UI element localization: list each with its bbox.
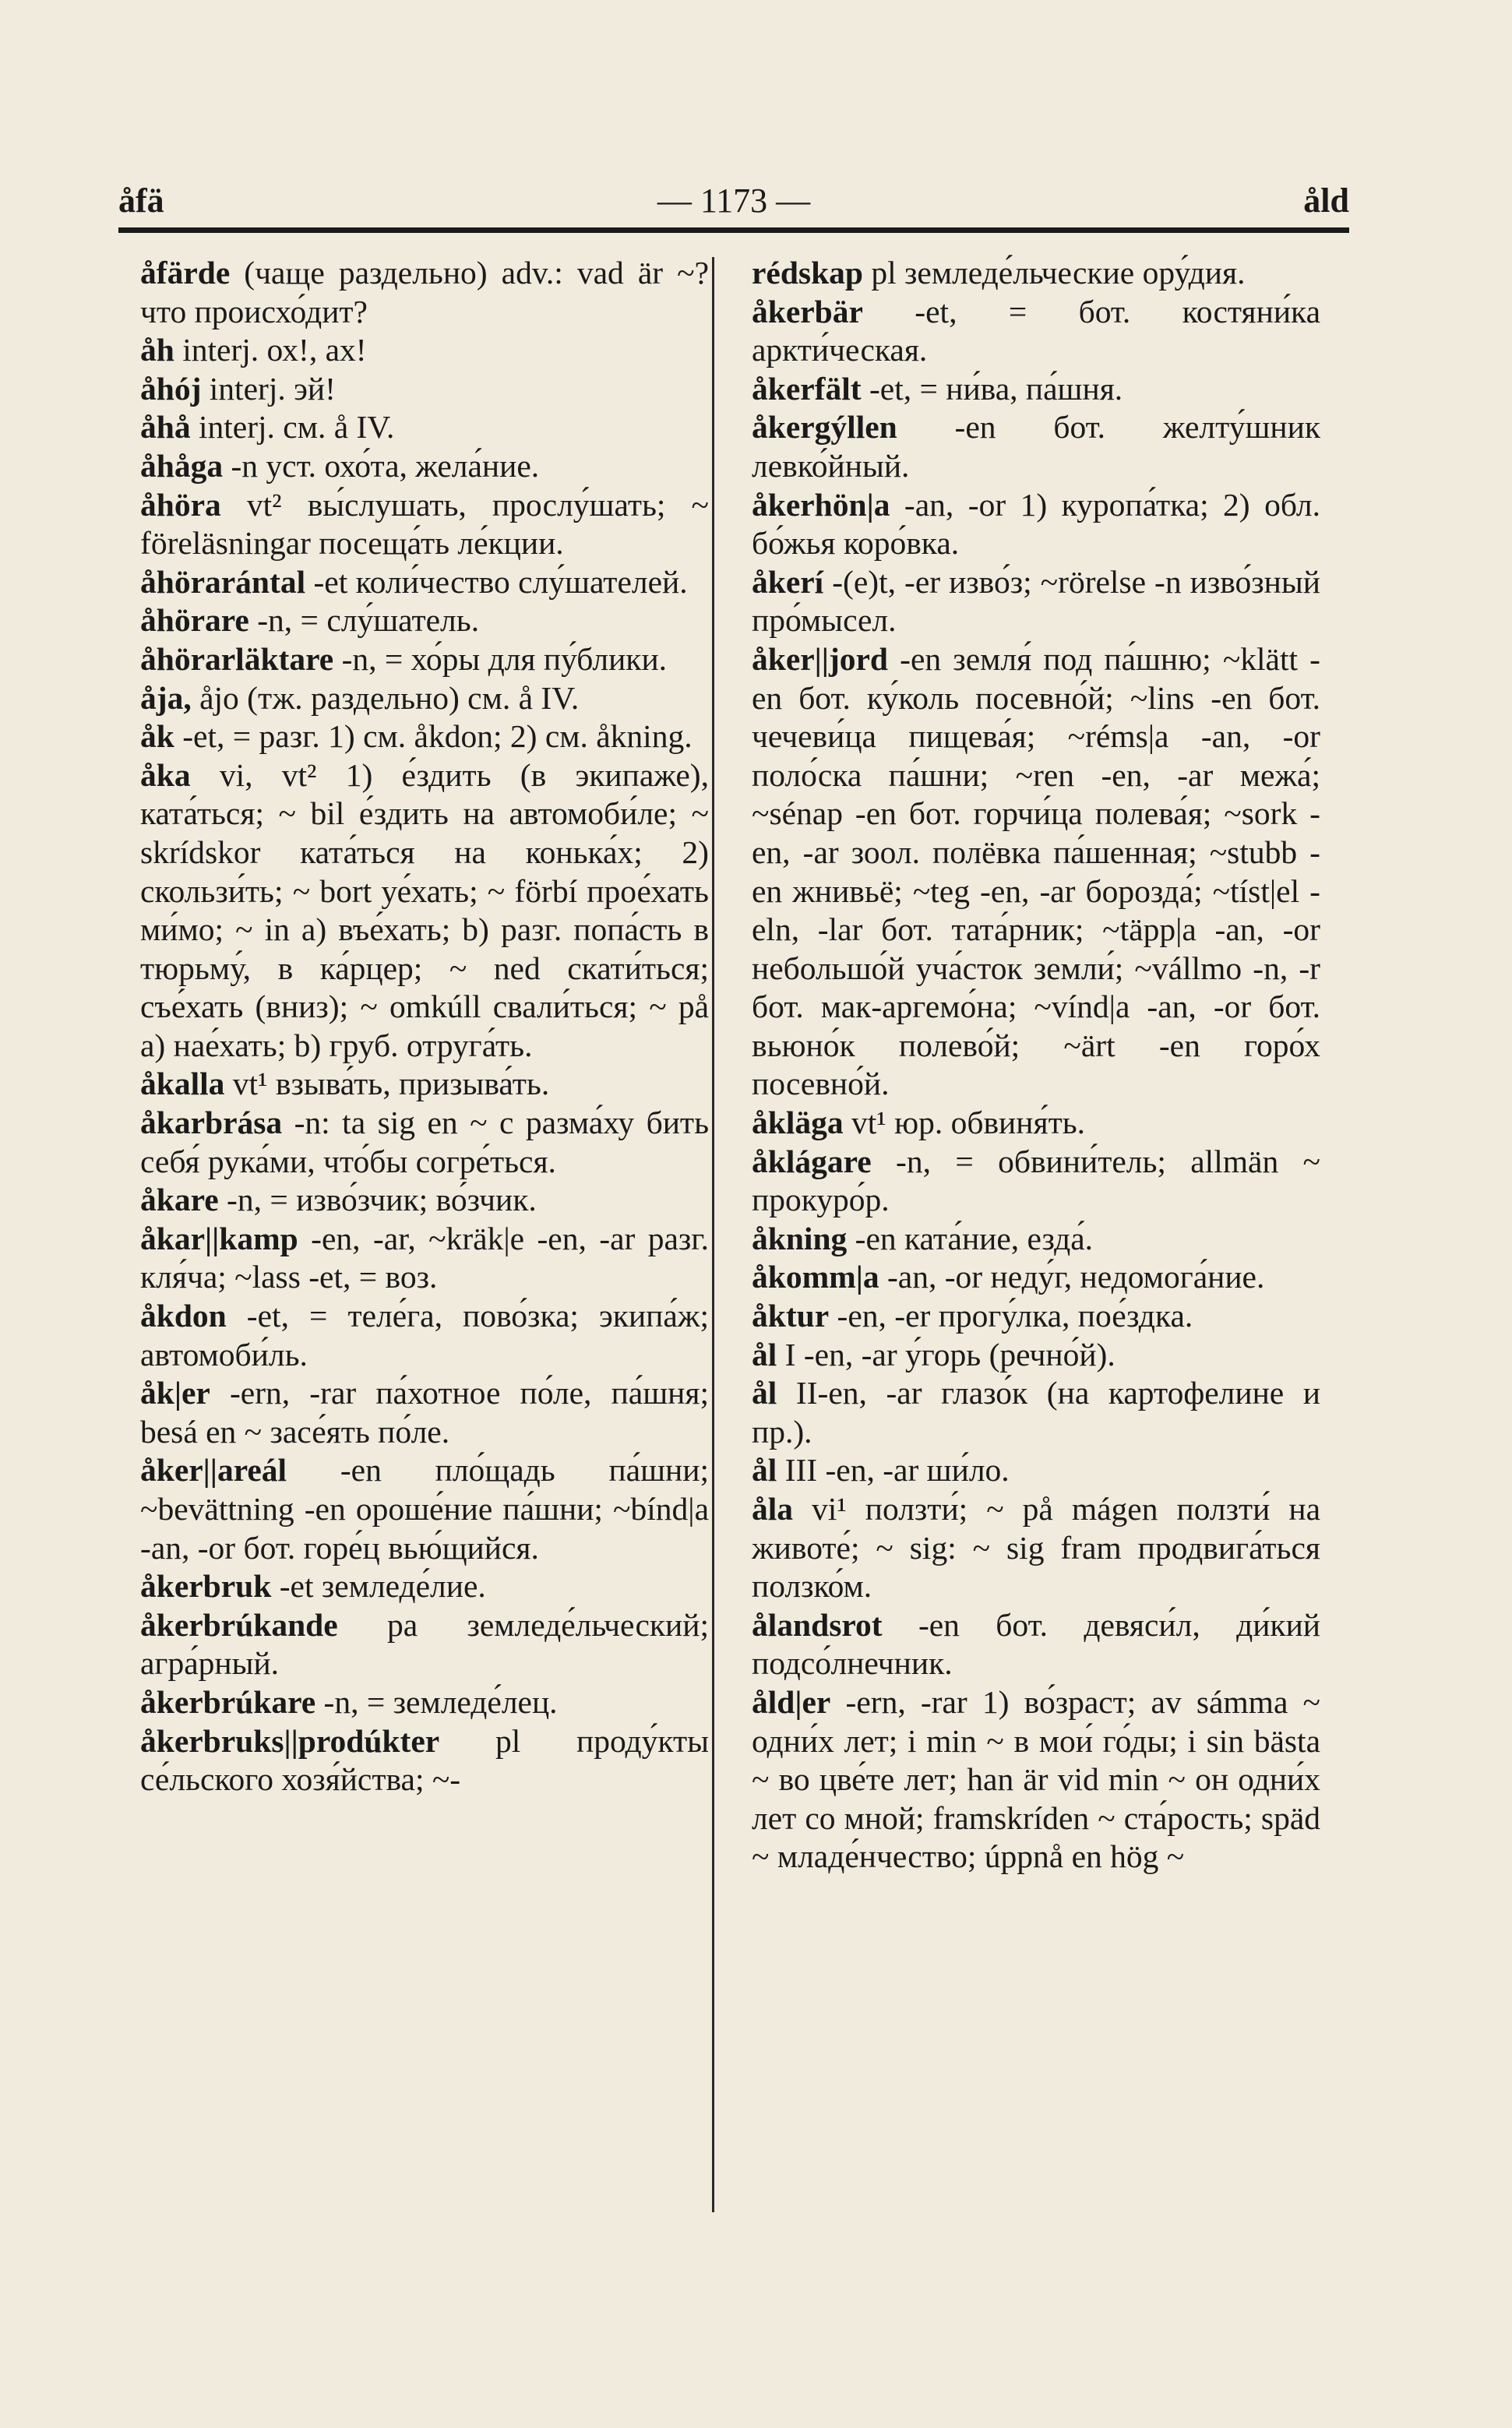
header-first-word: åfä	[118, 181, 164, 220]
entry-headword: åkdon	[140, 1298, 227, 1334]
dictionary-entry: ål III -en, -ar ши́ло.	[752, 1452, 1010, 1489]
entry-headword: åkergýllen	[752, 409, 897, 446]
entry-headword: åhåga	[140, 447, 224, 484]
dictionary-entry: åkerbrúkande pa земледе́льческий; агра́рный.	[140, 1606, 709, 1682]
dictionary-entry: åkare -n, = изво́зчик; во́зчик.	[140, 1182, 537, 1218]
entry-headword: ål	[752, 1452, 777, 1489]
entry-headword: åkare	[140, 1182, 219, 1218]
entry-headword: åkerfält	[752, 370, 862, 407]
dictionary-entry: åfärde (чаще раздельно) adv.: vad är ~? что происхо́дит?	[140, 255, 709, 329]
entry-headword: åhöra	[140, 486, 221, 523]
dictionary-entry: åld|er -ern, -rar 1) во́зраст; av sámma ~ одни́х лет; i min ~ в мои́ го́ды; i sin bästa ~ во цве́те лет; han är vid min ~ он одни́х лет со мной; framskríden ~ ста́рость; späd ~ младе́нчество; úppnå en hög ~	[752, 1683, 1320, 1875]
entry-headword: åld|er	[752, 1683, 831, 1720]
dictionary-entry: åkomm|a -an, -or неду́г, недомога́ние.	[752, 1259, 1265, 1295]
dictionary-entry: åkläga vt¹ юр. обвиня́ть.	[752, 1105, 1086, 1141]
entry-headword: åkerbär	[752, 293, 863, 329]
entry-headword: åja,	[140, 679, 192, 716]
entry-headword: åkerbruks||prodúkter	[140, 1722, 440, 1759]
dictionary-entry: åk|er -ern, -rar па́хотное по́ле, па́шня; besá en ~ засе́ять по́ле.	[140, 1375, 709, 1450]
dictionary-entry: åkerbruk -et земледе́лие.	[140, 1568, 486, 1605]
entry-headword: ålandsrot	[752, 1606, 883, 1643]
header-rule	[118, 227, 1349, 233]
dictionary-entry: åkerbruks||prodúkter pl проду́кты се́льского хозя́йства; ~-	[140, 1722, 709, 1798]
entry-headword: åkerbruk	[140, 1568, 272, 1605]
dictionary-entry: åk -et, = разг. 1) см. åkdon; 2) см. åkning.	[140, 718, 693, 755]
entry-headword: åka	[140, 756, 191, 793]
entry-headword: åhój	[140, 370, 202, 407]
dictionary-entry: åhöra vt² вы́слушать, прослу́шать; ~ föreläsningar посеща́ть ле́кции.	[140, 486, 709, 562]
dictionary-entry: åkerhön|a -an, -or 1) куропа́тка; 2) обл. бо́жья коро́вка.	[752, 486, 1320, 562]
dictionary-entry: åka vi, vt² 1) е́здить (в экипаже), ката́ться; ~ bil е́здить на автомоби́ле; ~ skrídskor ката́ться на конька́х; 2) скользи́ть; ~ bort уе́хать; ~ förbí прое́хать ми́мо; ~ in a) въе́хать; b) разг. попа́сть в тюрьму́, в ка́рцер; ~ ned скати́ться; съе́хать (вниз); ~ omkúll свали́ться; ~ på a) нае́хать; b) груб. отруга́ть.	[140, 756, 709, 1063]
dictionary-entry: ål II-en, -ar глазо́к (на картофелине и пр.).	[752, 1375, 1320, 1450]
entry-headword: åkomm|a	[752, 1259, 879, 1295]
entry-headword: ål	[752, 1336, 777, 1373]
dictionary-entry: åkergýllen -en бот. желту́шник левко́йный.	[752, 409, 1320, 484]
entry-headword: åk	[140, 718, 174, 755]
left-column	[140, 254, 709, 1799]
dictionary-entry: ål I -en, -ar у́горь (речно́й).	[752, 1336, 1115, 1373]
page-number: — 1173 —	[657, 181, 811, 220]
dictionary-entry: åhå interj. см. å IV.	[140, 409, 395, 446]
entry-headword: åkerí	[752, 563, 824, 600]
dictionary-entry: åhörare -n, = слу́шатель.	[140, 602, 480, 639]
entry-headword: åkar||kamp	[140, 1220, 298, 1256]
entry-headword: åhörarläktare	[140, 640, 334, 677]
entry-headword: åkerhön|a	[752, 486, 890, 523]
dictionary-entry: åkerbär -et, = бот. костяни́ка аркти́ческая.	[752, 293, 1320, 368]
dictionary-entry: åkerí -(e)t, -er изво́з; ~rörelse -n изво́зный про́мысел.	[752, 563, 1320, 639]
entry-headword: åla	[752, 1491, 794, 1527]
dictionary-entry: åkerbrúkare -n, = земледе́лец.	[140, 1683, 558, 1720]
dictionary-entry: åkar||kamp -en, -ar, ~kräk|e -en, -ar разг. кля́ча; ~lass -et, = воз.	[140, 1220, 709, 1295]
entry-headword: åhörare	[140, 602, 249, 639]
entry-headword: åklágare	[752, 1143, 872, 1179]
entry-headword: rédskap	[752, 255, 863, 291]
dictionary-entry: åhój interj. эй!	[140, 370, 336, 407]
entry-headword: åhörarántal	[140, 563, 306, 600]
dictionary-entry: rédskap pl земледе́льческие ору́дия.	[752, 255, 1246, 291]
dictionary-entry: ålandsrot -en бот. девяси́л, ди́кий подсо́лнечник.	[752, 1606, 1320, 1682]
dictionary-entry: åja, åjo (тж. раздельно) см. å IV.	[140, 679, 580, 716]
entry-headword: åkläga	[752, 1105, 844, 1141]
dictionary-entry: åhörarläktare -n, = хо́ры для пу́блики.	[140, 640, 668, 677]
dictionary-entry: åktur -en, -er прогу́лка, пое́здка.	[752, 1298, 1193, 1334]
dictionary-entry: åhåga -n уст. охо́та, жела́ние.	[140, 447, 540, 484]
dictionary-entry: åkalla vt¹ взыва́ть, призыва́ть.	[140, 1066, 550, 1102]
entry-headword: åk|er	[140, 1375, 210, 1411]
dictionary-entry: åker||jord -en земля́ под па́шню; ~klätt -en бот. ку́коль посевно́й; ~lins -en бот. чечеви́ца пищева́я; ~réms|a -an, -or поло́ска па́шни; ~ren -en, -ar межа́; ~sénap -en бот. горчи́ца полева́я; ~sork -en, -ar зоол. полёвка па́шенная; ~stubb -en жнивьё; ~teg -en, -ar борозда́; ~tíst|el -eln, -lar бот. тата́рник; ~täpp|a -an, -or небольшо́й уча́сток земли́; ~vállmo -n, -r бот. мак-аргемо́на; ~vínd|a -an, -or бот. вьюно́к полево́й; ~ärt -en горо́х посевно́й.	[752, 640, 1320, 1102]
entry-headword: åker||areál	[140, 1452, 287, 1489]
dictionary-entry: åklágare -n, = обвини́тель; allmän ~ прокуро́р.	[752, 1143, 1320, 1218]
entry-headword: åkalla	[140, 1066, 225, 1102]
entry-headword: ål	[752, 1375, 777, 1411]
dictionary-entry: åla vi¹ ползти́; ~ på mágen ползти́ на животе́; ~ sig: ~ sig fram продвига́ться ползко́м.	[752, 1491, 1320, 1605]
entry-headword: åh	[140, 332, 174, 368]
dictionary-entry: åh interj. ох!, ах!	[140, 332, 367, 368]
entry-headword: åhå	[140, 409, 191, 446]
dictionary-entry: åkarbrása -n: ta sig en ~ с разма́ху бить себя́ рука́ми, что́бы согре́ться.	[140, 1105, 709, 1179]
column-divider	[712, 257, 714, 2212]
header-last-word: åld	[1303, 181, 1349, 220]
page-header	[118, 181, 1349, 227]
dictionary-entry: åkning -en ката́ние, езда́.	[752, 1220, 1094, 1256]
entry-headword: åkerbrúkande	[140, 1606, 338, 1643]
right-column	[752, 254, 1320, 1877]
entry-headword: åkarbrása	[140, 1105, 283, 1141]
dictionary-entry: åker||areál -en пло́щадь па́шни; ~bevättning -en ороше́ние па́шни; ~bínd|a -an, -or бот. горе́ц вью́щийся.	[140, 1452, 709, 1566]
entry-headword: åktur	[752, 1298, 830, 1334]
entry-headword: åker||jord	[752, 640, 889, 677]
dictionary-entry: åkdon -et, = теле́га, пово́зка; экипа́ж; автомоби́ль.	[140, 1298, 709, 1373]
entry-headword: åkning	[752, 1220, 848, 1256]
dictionary-entry: åkerfält -et, = ни́ва, па́шня.	[752, 370, 1123, 407]
dictionary-entry: åhörarántal -et коли́чество слу́шателей.	[140, 563, 688, 600]
entry-headword: åfärde	[140, 255, 231, 291]
entry-headword: åkerbrúkare	[140, 1683, 316, 1720]
